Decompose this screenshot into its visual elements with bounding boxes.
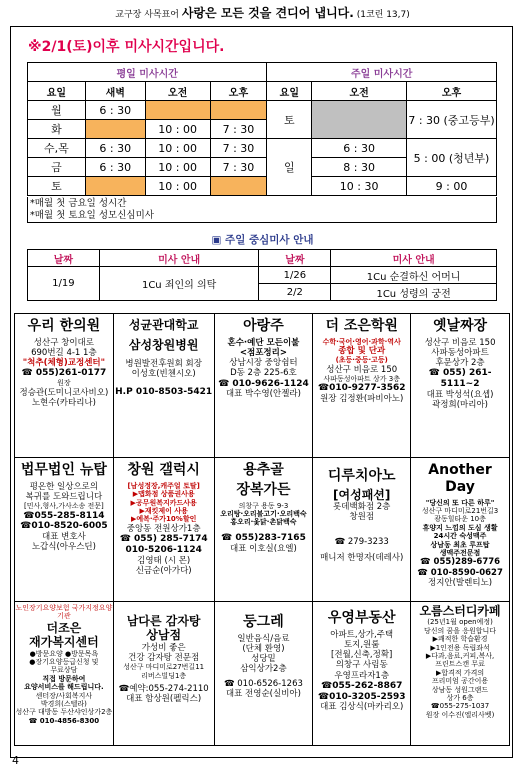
guide-date: 1/26 xyxy=(259,267,331,284)
ad-owner: 대표 변호사 xyxy=(42,532,86,543)
ad-owner: 원장 이수진(엘리사벳) xyxy=(425,710,495,719)
ad-phone: 010-5206-1124 xyxy=(125,544,202,555)
sat-pm-mass: 7 : 30 (중고등부) xyxy=(406,101,496,139)
ad-line: 직접 방문하여 xyxy=(42,674,86,683)
ad-line: 당신의 꿈을 응원합니다 xyxy=(424,626,497,635)
ad-line: 후문상가 2층 xyxy=(435,358,485,369)
col-day: 요일 xyxy=(28,82,86,101)
ad-phone: ☎010-8520-6005 xyxy=(20,521,108,532)
ad-name: Another Day xyxy=(428,462,492,495)
col-am-sun: 오전 xyxy=(312,82,407,101)
guide-date: 1/19 xyxy=(28,267,100,301)
ad-name: 삼성창원병원 xyxy=(128,338,199,353)
sun-pm-mass: 9 : 00 xyxy=(406,177,496,196)
ad-phone: ☎055-275-1037 xyxy=(430,702,490,711)
ad-line: ▶합격적 가격의 xyxy=(435,668,485,677)
ad-owner: 정지안(발렌티노) xyxy=(427,577,493,588)
ad-line: <점포정리> xyxy=(239,347,287,358)
ad-phone: ☎ 055)261-0177 xyxy=(21,368,107,379)
ad-line: 센터장/사회복지사 xyxy=(35,691,93,700)
ad-owner: 대표 전영순(실비아) xyxy=(225,688,301,699)
ad-diluciano xyxy=(313,458,411,602)
ad-line: 병원발전후원회 회장 xyxy=(125,358,202,369)
ad-arangju xyxy=(214,314,313,458)
ad-line: (25년1월 open예정) xyxy=(427,618,493,627)
ad-line: [민사,형사,가사소송 전문] xyxy=(24,502,104,511)
ad-name: 창원 갤럭시 xyxy=(127,462,200,478)
ad-line: ▶1인전용 독립좌석 xyxy=(430,643,490,652)
guide-head-info: 미사 안내 xyxy=(331,250,497,267)
ad-line: 홍오리·옻닭·촌닭백숙 xyxy=(230,518,297,527)
ad-line: (초등·중등·고등) xyxy=(335,356,388,365)
ad-name: 더 조은학원 xyxy=(325,318,398,334)
ad-line: ▶쾌적한 학습환경 xyxy=(432,635,488,644)
ad-phone: ☎ 010-9626-1124 xyxy=(218,378,309,389)
ad-phone: ☎ 010-6526-1263 xyxy=(223,678,303,689)
ad-line: 우영프라자1층 xyxy=(334,670,390,681)
ad-phone: ☎ 279-3233 xyxy=(334,536,389,547)
ad-name: 우리 한의원 xyxy=(27,318,101,334)
motto-main: 사랑은 모든 것을 견디어 냅니다. xyxy=(181,6,354,20)
ad-oreum-study-cafe xyxy=(411,602,510,746)
col-pm: 오후 xyxy=(210,82,267,101)
ad-line: ●방문요양 ●방문목욕 xyxy=(29,649,99,658)
ad-line: 의창구 용동 9-3 xyxy=(238,501,289,510)
ad-owner: 신금순(아가다) xyxy=(135,565,192,576)
ad-owner: 김영태 (시 몬) xyxy=(137,555,191,566)
ad-line: 박경희(스텔라) xyxy=(40,699,87,708)
col-dawn: 새벽 xyxy=(85,82,145,101)
ad-line: [남성정장,캐주얼 토탈] xyxy=(127,481,200,490)
ad-phone: ☎ 055)283-7165 xyxy=(221,532,306,543)
ad-name: 법무법인 뉴탑 xyxy=(20,462,107,478)
ad-line: 광동힐타운 10층 xyxy=(434,515,486,524)
ad-line: ▶맵화점 상품권사용 xyxy=(132,490,195,499)
ad-line: 상가 6층 xyxy=(446,693,474,702)
ad-namdareun-gamjatang xyxy=(113,602,214,746)
mass-time: 6 : 30 xyxy=(85,158,145,177)
ad-line: 성당밑 xyxy=(251,654,276,665)
ad-line: 일반음식/음료 xyxy=(237,633,290,644)
ad-line: 성산구 비음로 150 xyxy=(326,364,398,375)
ad-phone: ☎예약:055-274-2110 xyxy=(118,683,209,694)
ad-line: 복귀를 도와드립니다 xyxy=(25,491,103,502)
mass-time: 10 : 00 xyxy=(145,158,210,177)
ad-phone: ☎055-262-8867 xyxy=(321,680,403,691)
ad-name: 재가복지센터 xyxy=(29,635,99,650)
ad-phone: ☎055-285-8114 xyxy=(23,510,105,521)
ad-line: 가성비 좋은 xyxy=(141,642,186,653)
mass-time: 7 : 30 xyxy=(210,158,267,177)
ad-name: 디루치아노 xyxy=(327,468,396,484)
ad-changwon-galaxy xyxy=(113,458,214,602)
ad-name: [여성패션] xyxy=(333,487,391,502)
sun-am-mass: 8 : 30 xyxy=(312,158,407,177)
no-mass-cell xyxy=(145,101,210,120)
ad-name: 오름스터디카페 xyxy=(419,604,501,618)
note-item: *매월 첫 토요일 성모신심미사 xyxy=(30,210,154,221)
mass-time: 6 : 30 xyxy=(85,139,145,158)
ad-samsung-hospital xyxy=(113,314,214,458)
ad-line: ▶재킷제이 사용 xyxy=(139,506,188,515)
mass-schedule-table xyxy=(27,62,497,196)
ad-owner: 매니저 한명자(데레사) xyxy=(320,552,404,563)
ad-newtop-law xyxy=(15,458,114,602)
ad-line: 롯데백화점 2층 xyxy=(333,502,391,513)
no-mass-cell xyxy=(85,120,145,139)
sun-am-mass: 6 : 30 xyxy=(312,139,407,158)
ad-line: 사파동성아파트 상가 3층 xyxy=(323,374,400,383)
mass-time: 7 : 30 xyxy=(210,120,267,139)
ad-owner: 곽정희(마리아) xyxy=(432,400,488,411)
ad-owner: 대표 김상식(마카리오) xyxy=(320,702,404,713)
sun-am-mass: 10 : 30 xyxy=(312,177,407,196)
ad-line: [전월,신축,정확] xyxy=(331,650,393,661)
ad-name: 상남점 xyxy=(146,628,182,643)
sun-day: 일 xyxy=(267,139,312,196)
ad-line: 창원점 xyxy=(349,512,375,523)
ad-line: 성산구 마디미로27번길11 xyxy=(123,663,205,672)
col-day-sun: 요일 xyxy=(267,82,312,101)
ad-line: 이성호(빈첸시오) xyxy=(131,368,196,379)
mass-time: 10 : 00 xyxy=(145,139,210,158)
ad-owner: 대표 박수영(안젤라) xyxy=(225,389,301,400)
mass-time: 7 : 30 xyxy=(210,139,267,158)
no-mass-cell xyxy=(85,177,145,196)
sunday-mass-title: 주일 미사시간 xyxy=(267,63,497,82)
ad-owner: 대표 함상원(펠릭스) xyxy=(126,694,202,705)
ad-phone: ☎010-3205-2593 xyxy=(317,691,406,702)
ad-name: 우영부동산 xyxy=(327,610,396,626)
mass-time-notice: ※2/1(토)이후 미사시간입니다. xyxy=(28,39,225,55)
weekday-mass-title: 평일 미사시간 xyxy=(28,63,267,82)
no-mass-cell xyxy=(312,101,407,139)
ad-line: D동 2층 225-6호 xyxy=(230,368,297,379)
ad-line: 리버스빌딩1층 xyxy=(141,671,187,680)
ad-phone: ☎ 055) 285-7174 xyxy=(119,533,208,544)
sunday-guide-table xyxy=(27,249,497,301)
no-mass-cell xyxy=(210,101,267,120)
ad-line: 상남동 최초 루프탑 xyxy=(430,540,490,549)
ad-name: 성균관대학교 xyxy=(128,318,199,332)
sun-youth-mass: 5 : 00 (청년부) xyxy=(406,139,496,177)
mass-notes xyxy=(27,197,497,223)
ad-another-day xyxy=(411,458,510,602)
ad-line: 노인장기요양보험 국가지정요양기관 xyxy=(15,604,113,621)
row-day: 토 xyxy=(28,177,86,196)
ad-line: 혼수·예단 모든이불 xyxy=(227,337,300,348)
ad-name: 남다른 감자탕 xyxy=(126,614,201,628)
ad-line: 24시간 숙성맥주 xyxy=(433,532,487,541)
ad-owner: 노현수(카타리나) xyxy=(31,397,96,408)
ad-line: "척추(체형)교정센터" xyxy=(22,358,106,369)
row-day: 금 xyxy=(28,158,86,177)
ad-line: 상남시장 중앙쉼터 xyxy=(229,358,298,369)
ad-line: 휴양지 느낌의 도심 생활 xyxy=(422,523,498,532)
ad-name: 장복가든 xyxy=(236,481,291,498)
guide-head-info: 미사 안내 xyxy=(99,250,259,267)
ad-joeun-care-center xyxy=(15,602,114,746)
ad-line: ▶예복·주가10%할인 xyxy=(130,515,197,524)
ad-line: "당신의 또 다른 하루" xyxy=(425,498,495,507)
ad-line: 중앙동 전원상가1층 xyxy=(126,523,201,534)
ad-line: 토지,원룸 xyxy=(343,639,380,650)
ad-line: 성산구 대방동 두산샤인상가2층 xyxy=(15,708,113,717)
diocese-motto xyxy=(0,4,525,21)
ad-owner: 대표 박성석(요셉) xyxy=(426,389,494,400)
ad-name: 둥그레 xyxy=(243,614,284,630)
guide-info: 1Cu 성령의 궁전 xyxy=(331,284,497,301)
ad-dunggeure xyxy=(214,602,313,746)
ad-name: 옛날짜장 xyxy=(432,318,488,334)
ad-line: 무료상담 xyxy=(50,666,78,675)
ad-phone: H.P 010-8503-5421 xyxy=(115,387,213,398)
ad-owner: 원장 xyxy=(57,379,71,388)
row-day: 월 xyxy=(28,101,86,120)
mass-time: 6 : 30 xyxy=(85,101,145,120)
col-am: 오전 xyxy=(145,82,210,101)
guide-info: 1Cu 죄인의 의탁 xyxy=(99,267,259,301)
ad-yongchugol xyxy=(214,458,313,602)
sat-day: 토 xyxy=(267,101,312,139)
ad-line: 성산구 창이대로 xyxy=(33,337,94,348)
ad-line: 아파트,상가,주택 xyxy=(330,629,394,640)
ad-phone: ☎010-9277-3562 xyxy=(317,383,406,394)
ad-phone: ☎ 055) 261-5111~2 xyxy=(428,368,492,390)
ad-line: 삼익상가2층 xyxy=(240,664,287,675)
ad-woori-clinic xyxy=(15,314,114,458)
ads-grid xyxy=(14,313,510,746)
ad-owner: 정승관(도미니코사비오) xyxy=(19,387,109,398)
ad-line: ●장기요양등급신청 및 xyxy=(29,657,99,666)
ad-wooyoung-realestate xyxy=(313,602,411,746)
note-item: *매월 첫 금요일 성시간 xyxy=(30,198,127,209)
ad-line: 생맥주전문점 xyxy=(439,548,481,557)
ad-line: (단체 환영) xyxy=(242,643,285,654)
ad-line: 사파동성아파트 xyxy=(431,347,489,358)
ad-line: 프린트스캔 무료 xyxy=(435,660,485,669)
ad-line: 종합 및 단과 xyxy=(338,346,386,357)
sunday-guide-title: ▣ 주일 중심미사 안내 xyxy=(211,234,314,246)
ad-name: 아랑주 xyxy=(243,318,284,334)
ad-line: 오리탕·오리불고기·오리백숙 xyxy=(220,509,307,518)
motto-prefix: 교구장 사목표어 xyxy=(115,10,179,20)
ad-phone: ☎ 010-4856-8300 xyxy=(28,716,100,725)
ad-owner: 노갑식(아우스딘) xyxy=(31,542,96,553)
ad-line: ▶공무원복지카드사용 xyxy=(130,498,197,507)
col-pm-sun: 오후 xyxy=(406,82,496,101)
ad-owner: 원장 김정환(파비아노) xyxy=(320,394,404,405)
mass-time: 10 : 00 xyxy=(145,120,210,139)
ad-line: 상남동 성원그랜드 xyxy=(431,685,489,694)
guide-info: 1Cu 순결하신 어머니 xyxy=(331,267,497,284)
mass-time: 10 : 00 xyxy=(145,177,210,196)
ad-line: 수학·국어·영어·과학·역사 xyxy=(322,337,401,346)
ad-phone: ☎ 055)289-6776 xyxy=(419,557,501,568)
motto-ref: (1코린 13,7) xyxy=(356,10,410,20)
ad-line: ▶다과,음료,커피,복사, xyxy=(425,651,495,660)
ad-phone: ☎ 010-8590-0627 xyxy=(417,567,503,578)
page-number: 4 xyxy=(12,754,19,767)
ad-old-jjajang xyxy=(411,314,510,458)
ad-line: 요양서비스를 해드립니다. xyxy=(24,683,104,692)
ad-name: 용추골 xyxy=(243,462,284,478)
guide-head-date: 날짜 xyxy=(259,250,331,267)
row-day: 화 xyxy=(28,120,86,139)
ad-line: 성산구 비음로 150 xyxy=(424,337,496,348)
ad-line: 평온한 일상으로의 xyxy=(29,481,99,492)
no-mass-cell xyxy=(210,177,267,196)
ad-name: 더조은 xyxy=(46,620,82,635)
ad-line: 건강 감자탕 전문점 xyxy=(128,652,200,663)
row-day: 수,목 xyxy=(28,139,86,158)
ad-line: 성산구 마디미로21번길3 xyxy=(421,506,499,515)
ad-the-joeun-academy xyxy=(313,314,411,458)
ad-line: 프리미엄 공간이용 xyxy=(431,677,489,686)
guide-head-date: 날짜 xyxy=(28,250,100,267)
guide-date: 2/2 xyxy=(259,284,331,301)
ad-owner: 대표 이호실(요엘) xyxy=(230,543,297,554)
ad-line: 의창구 사림동 xyxy=(335,660,388,671)
ad-line: 690번길 4-1 1층 xyxy=(31,347,97,358)
